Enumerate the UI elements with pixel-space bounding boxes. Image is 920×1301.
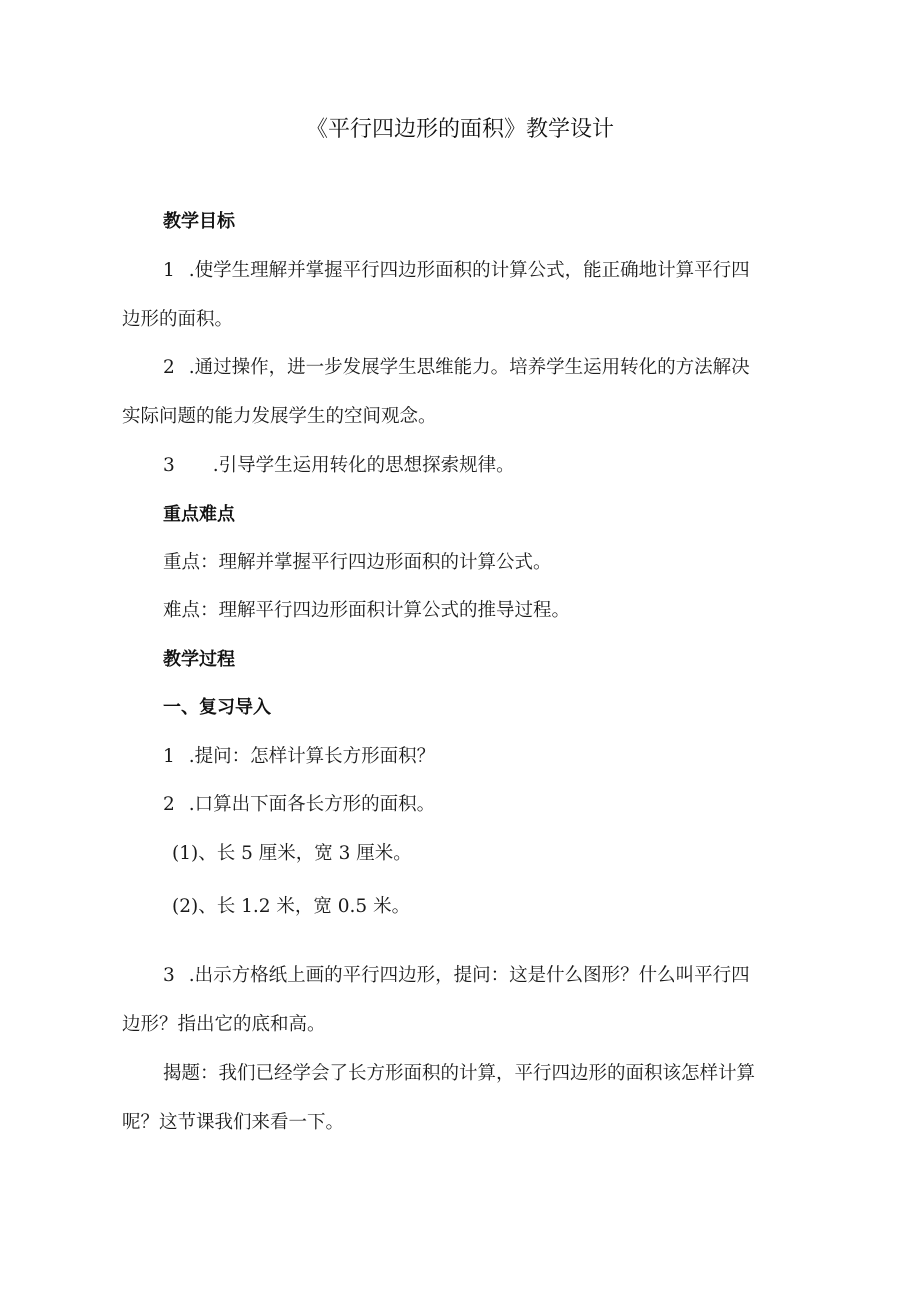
review-item-1-number: 1: [163, 746, 175, 767]
reveal-line1: 揭题：我们已经学会了长方形面积的计算，平行四边形的面积该怎样计算: [163, 1063, 756, 1084]
review-item-3-line1: [163, 962, 750, 990]
review-item-1-text: .提问：怎样计算长方形面积？: [188, 746, 436, 767]
sub-item-1: (1)、长 5 厘米，宽 3 厘米。: [172, 843, 412, 864]
objective-3-text: .引导学生运用转化的思想探索规律。: [212, 455, 515, 476]
sub-item-2: (2)、长 1.2 米，宽 0.5 米。: [172, 896, 411, 917]
document-title: 《平行四边形的面积》教学设计: [305, 117, 614, 142]
part1-heading: 一、复习导入: [163, 697, 271, 718]
key-points-heading: 重点难点: [163, 504, 235, 525]
review-item-2-text: .口算出下面各长方形的面积。: [188, 794, 436, 815]
reveal-line2: 呢？这节课我们来看一下。: [122, 1112, 345, 1133]
objective-1-text: .使学生理解并掌握平行四边形面积的计算公式，能正确地计算平行四: [188, 260, 750, 281]
process-heading: 教学过程: [163, 649, 235, 670]
review-item-2-number: 2: [163, 794, 175, 815]
objective-1-line1: [163, 257, 750, 285]
objective-2-number: 2: [163, 357, 175, 378]
objective-1-number: 1: [163, 260, 175, 281]
objective-3-line1: [163, 452, 515, 480]
review-item-2: [163, 791, 435, 819]
objective-2-line1: [163, 354, 750, 382]
difficulty-text: 难点：理解平行四边形面积计算公式的推导过程。: [163, 600, 571, 621]
objective-2-text: .通过操作，进一步发展学生思维能力。培养学生运用转化的方法解决: [188, 357, 750, 378]
key-point-text: 重点：理解并掌握平行四边形面积的计算公式。: [163, 552, 552, 573]
objective-1-line2: 边形的面积。: [122, 309, 234, 330]
objective-2-line2: 实际问题的能力发展学生的空间观念。: [122, 406, 437, 427]
review-item-3-number: 3: [163, 965, 175, 986]
review-item-3-text: .出示方格纸上画的平行四边形，提问：这是什么图形？什么叫平行四: [188, 965, 750, 986]
review-item-3-line2: 边形？指出它的底和高。: [122, 1014, 326, 1035]
objectives-heading: 教学目标: [163, 211, 235, 232]
objective-3-number: 3: [163, 455, 175, 476]
review-item-1: [163, 743, 435, 771]
